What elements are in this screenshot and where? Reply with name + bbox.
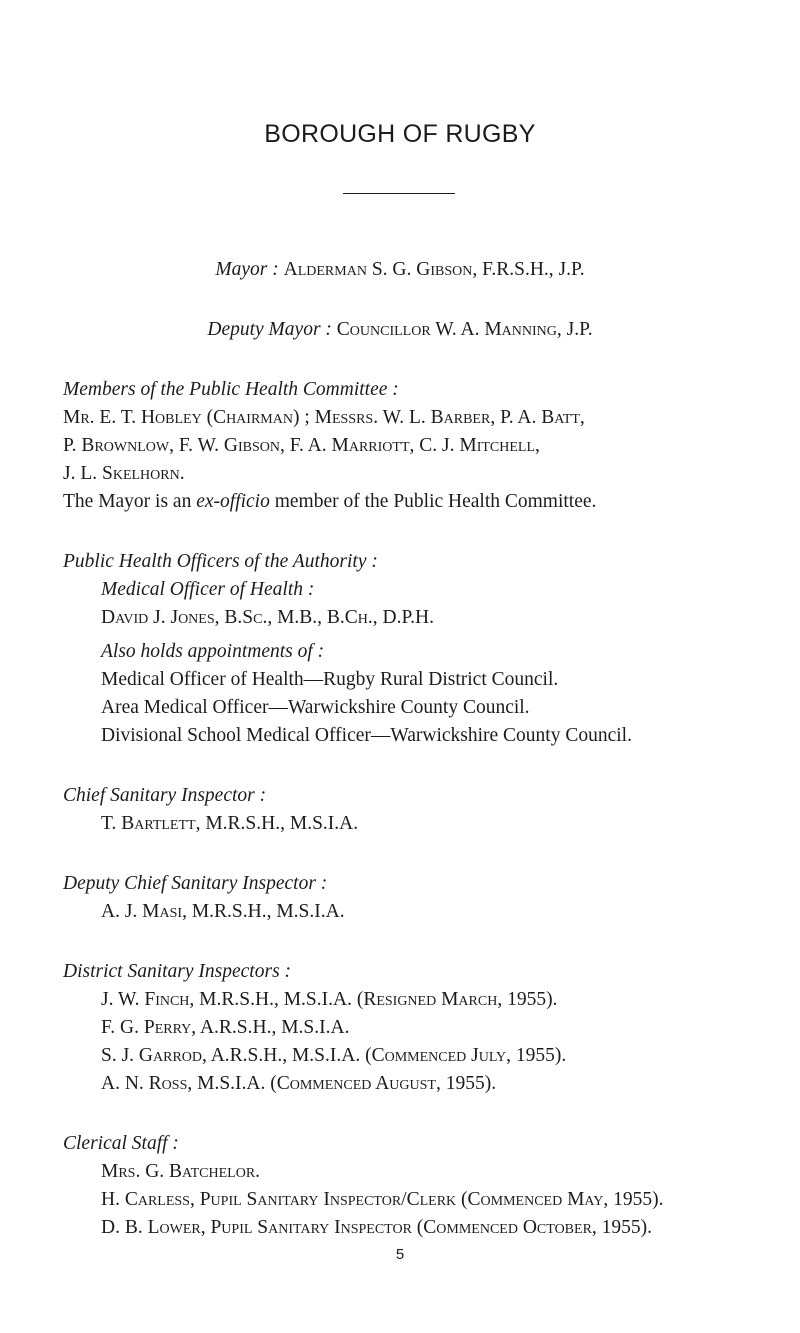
- committee-note-before: The Mayor is an: [63, 491, 197, 512]
- officers-heading: Public Health Officers of the Authority :: [63, 551, 378, 572]
- committee-note-italic: ex-officio: [196, 491, 270, 512]
- clerical-staff-line: Mrs. G. Batchelor.: [101, 1161, 261, 1182]
- committee-heading: Members of the Public Health Committee :: [63, 379, 399, 400]
- deputy-mayor-label: Deputy Mayor :: [207, 319, 332, 340]
- committee-note: [63, 490, 783, 514]
- district-inspector-line: J. W. Finch, M.R.S.H., M.S.I.A. (Resigned March, 1955).: [101, 989, 558, 1010]
- appointment-line: Divisional School Medical Officer—Warwickshire County Council.: [101, 725, 632, 746]
- page-number: 5: [395, 1246, 405, 1263]
- deputy-chief-inspector-heading: Deputy Chief Sanitary Inspector :: [63, 873, 328, 894]
- moh-heading: Medical Officer of Health :: [101, 579, 315, 600]
- district-inspector-line: S. J. Garrod, A.R.S.H., M.S.I.A. (Commenced July, 1955).: [101, 1045, 567, 1066]
- appointments-heading: Also holds appointments of :: [101, 641, 325, 662]
- mayor-label: Mayor :: [215, 259, 279, 280]
- chief-inspector-heading: Chief Sanitary Inspector :: [63, 785, 267, 806]
- clerical-staff-heading: Clerical Staff :: [63, 1133, 179, 1154]
- committee-member-line: J. L. Skelhorn.: [63, 463, 185, 484]
- committee-member-line: P. Brownlow, F. W. Gibson, F. A. Marriott, C. J. Mitchell,: [63, 435, 540, 456]
- deputy-chief-inspector-name: A. J. Masi, M.R.S.H., M.S.I.A.: [101, 901, 345, 922]
- mayor-line: [0, 258, 800, 282]
- appointment-line: Medical Officer of Health—Rugby Rural District Council.: [101, 669, 559, 690]
- district-inspector-line: F. G. Perry, A.R.S.H., M.S.I.A.: [101, 1017, 350, 1038]
- clerical-staff-line: H. Carless, Pupil Sanitary Inspector/Clerk (Commenced May, 1955).: [101, 1189, 664, 1210]
- chief-inspector-name: T. Bartlett, M.R.S.H., M.S.I.A.: [101, 813, 359, 834]
- title-divider: [343, 193, 455, 194]
- moh-name: David J. Jones, B.Sc., M.B., B.Ch., D.P.H.: [101, 607, 435, 628]
- deputy-mayor-value: Councillor W. A. Manning, J.P.: [336, 319, 593, 340]
- clerical-staff-line: D. B. Lower, Pupil Sanitary Inspector (Commenced October, 1955).: [101, 1217, 653, 1238]
- page-title: BOROUGH OF RUGBY: [264, 120, 536, 148]
- district-inspectors-heading: District Sanitary Inspectors :: [63, 961, 292, 982]
- committee-member-line: Mr. E. T. Hobley (Chairman) ; Messrs. W. L. Barber, P. A. Batt,: [63, 407, 585, 428]
- mayor-value: Alderman S. G. Gibson, F.R.S.H., J.P.: [283, 259, 585, 280]
- district-inspector-line: A. N. Ross, M.S.I.A. (Commenced August, 1955).: [101, 1073, 497, 1094]
- appointment-line: Area Medical Officer—Warwickshire County Council.: [101, 697, 530, 718]
- committee-note-after: member of the Public Health Committee.: [269, 491, 597, 512]
- deputy-mayor-line: [0, 318, 800, 342]
